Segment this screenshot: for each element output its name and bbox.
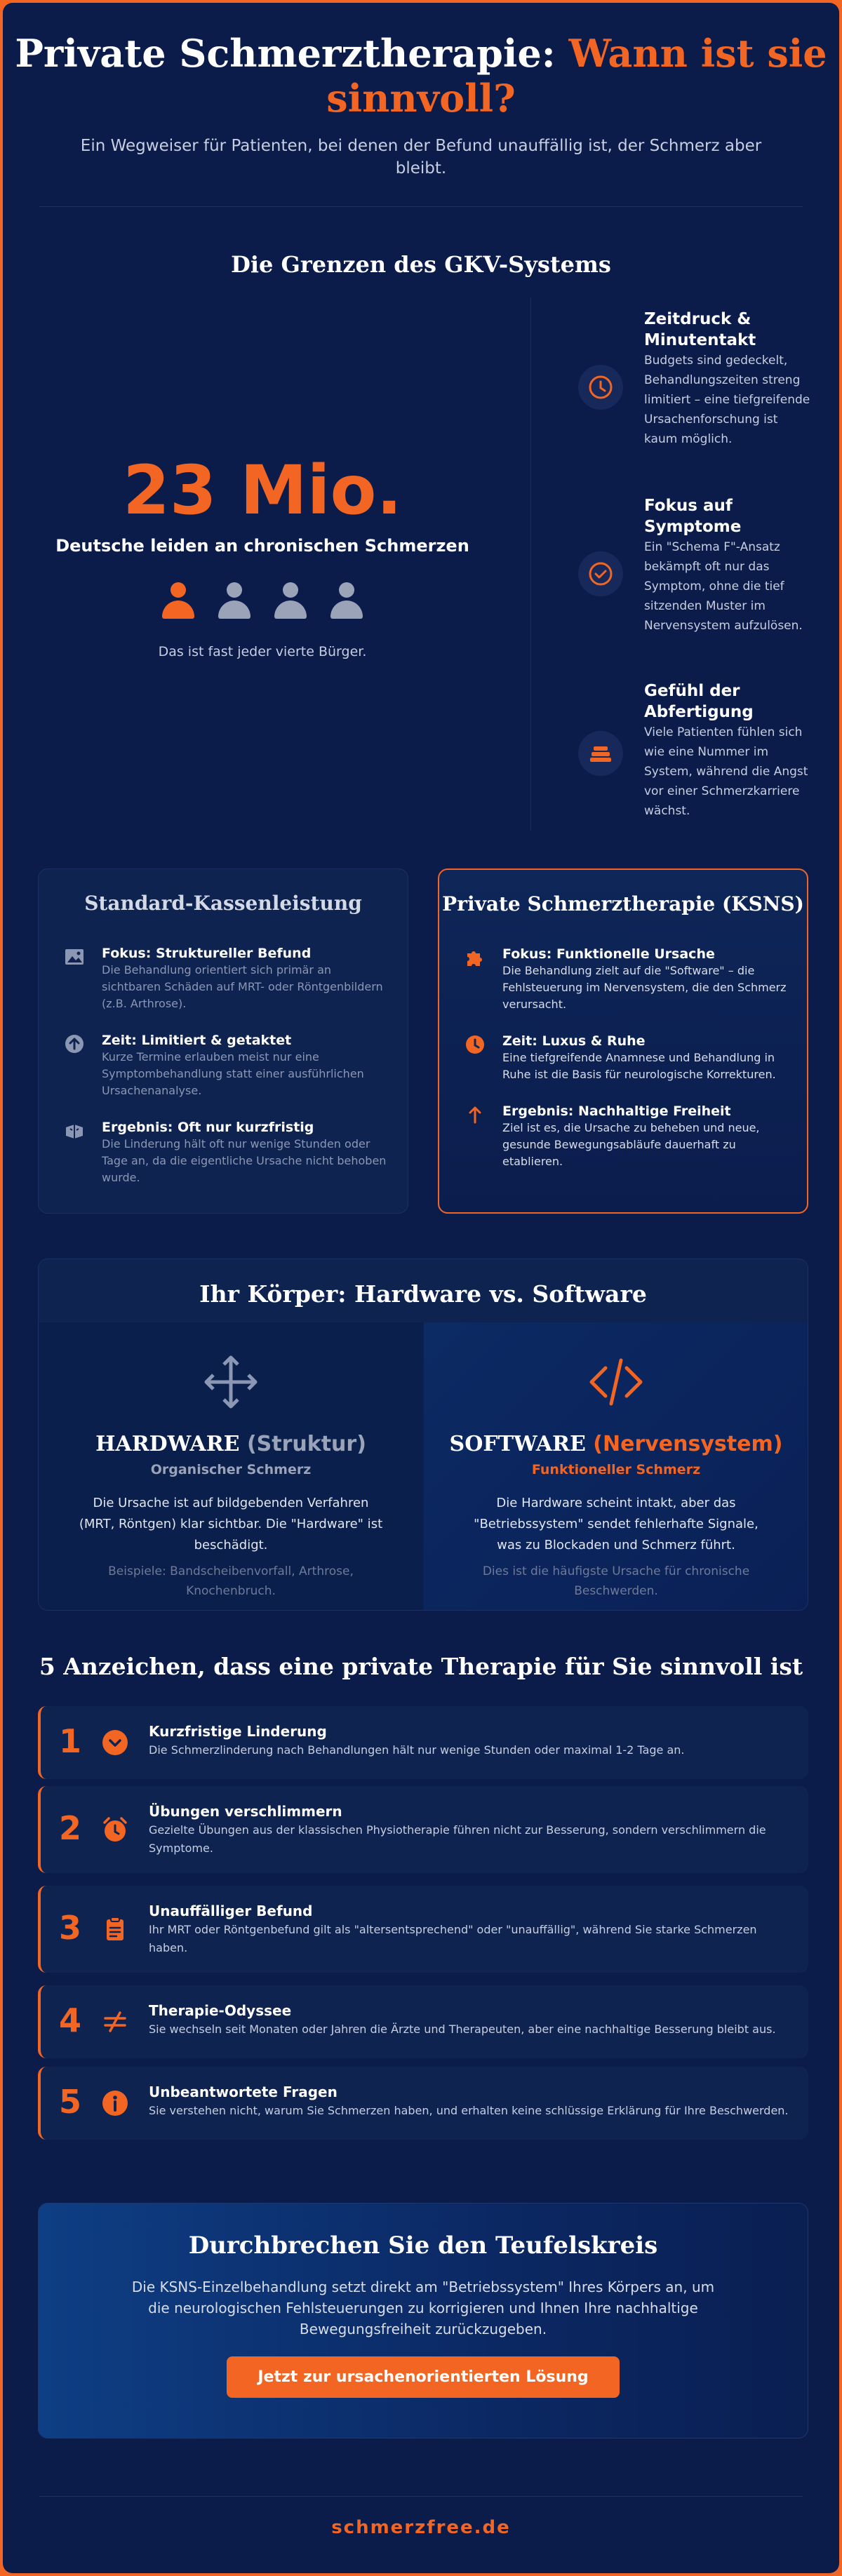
hardware-desc: Die Ursache ist auf bildgebenden Verfahren (MRT, Röntgen) klar sichtbar. Die "Hardware" ist beschädigt. xyxy=(79,1496,383,1552)
gkv-title: Die Grenzen des GKV-Systems xyxy=(231,251,611,278)
reason-text: Budgets sind gedeckelt, Behandlungszeiten streng limitiert – eine tiefgreifende Ursachenforschung ist kaum möglich. xyxy=(644,354,810,446)
private-title: Private Schmerztherapie (KSNS) xyxy=(442,892,804,915)
sign-title: Unauffälliger Befund xyxy=(149,1903,313,1919)
standard-card xyxy=(38,868,408,1214)
hardware-title xyxy=(39,1432,423,1456)
stat-block xyxy=(38,452,487,659)
sign-number: 5 xyxy=(59,2083,82,2121)
sign-title: Unbeantwortete Fragen xyxy=(149,2084,338,2100)
move-arrows-icon xyxy=(199,1350,262,1414)
divider xyxy=(39,2496,803,2497)
software-label: Funktioneller Schmerz xyxy=(531,1462,701,1477)
item-text: Kurze Termine erlauben meist nur eine Symptombehandlung statt einer ausführlichen Ursachenanalyse. xyxy=(102,1050,364,1097)
sign-title: Kurzfristige Linderung xyxy=(149,1723,327,1740)
cta-text: Die KSNS-Einzelbehandlung setzt direkt am "Betriebssystem" Ihres Körpers an, um die neurologischen Fehlsteuerungen zu korrigieren und Ihnen Ihre nachhaltige Bewegungsfreiheit zurückzugeben. xyxy=(131,2279,715,2337)
sign-number: 4 xyxy=(59,2001,82,2039)
clipboard-icon xyxy=(101,1915,129,1943)
software-column xyxy=(424,1322,808,1611)
cta-button[interactable]: Jetzt zur ursachenorientierten Lösung xyxy=(227,2356,619,2398)
standard-title: Standard-Kassenleistung xyxy=(84,892,362,915)
puzzle-icon xyxy=(465,947,486,968)
sign-text: Gezielte Übungen aus der klassischen Physiotherapie führen nicht zur Besserung, sondern verschlimmern die Symptome. xyxy=(149,1823,766,1855)
check-circle-icon xyxy=(578,551,623,596)
title-highlight-2: sinnvoll? xyxy=(326,76,516,121)
stat-value: 23 Mio. xyxy=(123,451,402,530)
sign-item xyxy=(38,1985,808,2058)
body-title: Ihr Körper: Hardware vs. Software xyxy=(199,1280,647,1308)
sign-title: Therapie-Odyssee xyxy=(149,2002,292,2019)
item-title: Ergebnis: Oft nur kurzfristig xyxy=(102,1120,314,1135)
item-text: Die Behandlung orientiert sich primär an sichtbaren Schäden auf MRT- oder Röntgenbildern (z.B. Arthrose). xyxy=(102,963,383,1010)
cta-panel xyxy=(38,2203,808,2439)
section-divider xyxy=(530,297,531,831)
sign-number: 3 xyxy=(59,1909,82,1947)
sign-title: Übungen verschlimmern xyxy=(149,1803,342,1820)
clock-icon xyxy=(465,1034,486,1055)
info-circle-icon xyxy=(101,2089,129,2117)
reason-title: Fokus auf Symptome xyxy=(644,497,742,536)
sign-text: Ihr MRT oder Röntgenbefund gilt als "altersentsprechend" oder "unauffällig", während Sie starke Schmerzen haben. xyxy=(149,1923,757,1954)
item-title: Fokus: Struktureller Befund xyxy=(102,946,312,961)
reason-text: Viele Patienten fühlen sich wie eine Nummer im System, während die Angst vor einer Schmerzkarriere wächst. xyxy=(644,725,808,818)
item-title: Zeit: Limitiert & getaktet xyxy=(102,1033,292,1048)
item-text: Ziel ist es, die Ursache zu beheben und neue, gesunde Bewegungsabläufe dauerhaft zu etablieren. xyxy=(502,1121,760,1168)
sign-text: Sie wechseln seit Monaten oder Jahren die Ärzte und Therapeuten, aber eine nachhaltige Besserung bleibt aus. xyxy=(149,2022,776,2036)
chevron-down-circle-icon xyxy=(101,1729,129,1757)
sign-item xyxy=(38,1786,808,1873)
item-title: Ergebnis: Nachhaltige Freiheit xyxy=(502,1103,731,1119)
footer-domain[interactable]: schmerzfree.de xyxy=(331,2517,511,2538)
image-icon xyxy=(64,946,85,967)
item-text: Eine tiefgreifende Anamnese und Behandlung in Ruhe ist die Basis für neurologische Korrekturen. xyxy=(502,1051,776,1081)
sign-item xyxy=(38,1886,808,1973)
alarm-clock-icon xyxy=(101,1816,129,1844)
hardware-software-panel xyxy=(38,1259,808,1611)
sign-number: 1 xyxy=(59,1722,82,1760)
sign-number: 2 xyxy=(59,1809,82,1847)
bandage-icon xyxy=(64,1120,85,1141)
sign-text: Sie verstehen nicht, warum Sie Schmerzen haben, und erhalten keine schlüssige Erklärung für Ihre Beschwerden. xyxy=(149,2104,789,2117)
person-icon xyxy=(329,582,364,619)
software-desc: Die Hardware scheint intakt, aber das "Betriebssystem" sendet fehlerhafte Signale, was zu Blockaden und Schmerz führt. xyxy=(474,1496,759,1552)
hardware-examples: Beispiele: Bandscheibenvorfall, Arthrose, Knochenbruch. xyxy=(108,1564,354,1598)
not-equal-icon xyxy=(101,2008,129,2036)
header xyxy=(3,31,839,180)
stat-label: Deutsche leiden an chronischen Schmerzen xyxy=(55,536,469,556)
reason-title: Gefühl der Abfertigung xyxy=(644,682,754,721)
private-card xyxy=(438,868,808,1214)
sign-item xyxy=(38,1706,808,1779)
cta-title: Durchbrechen Sie den Teufelskreis xyxy=(188,2232,658,2260)
software-title-text: SOFTWARE xyxy=(449,1432,586,1456)
ticket-stack-icon xyxy=(578,731,623,776)
arrow-up-icon xyxy=(465,1104,486,1125)
hardware-title-paren: (Struktur) xyxy=(246,1432,366,1456)
signs-title: 5 Anzeichen, dass eine private Therapie für Sie sinnvoll ist xyxy=(39,1653,803,1680)
page-subtitle: Ein Wegweiser für Patienten, bei denen der Befund unauffällig ist, der Schmerz aber bleibt. xyxy=(80,137,762,177)
reason-title: Zeitdruck & Minutentakt xyxy=(644,310,756,349)
item-text: Die Linderung hält oft nur wenige Stunden oder Tage an, da die eigentliche Ursache nicht behoben wurde. xyxy=(102,1137,387,1184)
hardware-column xyxy=(39,1322,423,1611)
title-highlight-1: Wann ist sie xyxy=(568,31,827,76)
person-icon xyxy=(217,582,252,619)
hardware-label: Organischer Schmerz xyxy=(150,1462,312,1477)
software-title-paren: (Nervensystem) xyxy=(593,1432,783,1456)
page-title xyxy=(3,31,839,121)
divider xyxy=(39,206,803,207)
title-main: Private Schmerztherapie: xyxy=(15,31,556,76)
item-title: Zeit: Luxus & Ruhe xyxy=(502,1033,646,1049)
people-icons xyxy=(38,582,487,619)
arrow-up-circle-icon xyxy=(64,1033,85,1054)
item-text: Die Behandlung zielt auf die "Software" – die Fehlsteuerung im Nervensystem, die den Schmerz verursacht. xyxy=(502,964,787,1011)
software-examples: Dies ist die häufigste Ursache für chronische Beschwerden. xyxy=(482,1564,750,1598)
infographic-page xyxy=(3,3,839,2573)
reason-text: Ein "Schema F"-Ansatz bekämpft oft nur das Symptom, ohne die tief sitzenden Muster im Nervensystem aufzulösen. xyxy=(644,540,803,633)
clock-icon xyxy=(578,365,623,410)
hardware-title-text: HARDWARE xyxy=(95,1432,240,1456)
sign-text: Die Schmerzlinderung nach Behandlungen hält nur wenige Stunden oder maximal 1-2 Tage an. xyxy=(149,1743,685,1757)
item-title: Fokus: Funktionelle Ursache xyxy=(502,946,715,962)
stat-note: Das ist fast jeder vierte Bürger. xyxy=(158,644,367,659)
code-icon xyxy=(584,1350,648,1414)
person-icon-highlighted xyxy=(161,582,196,619)
sign-item xyxy=(38,2067,808,2140)
person-icon xyxy=(273,582,308,619)
software-title xyxy=(424,1432,808,1456)
